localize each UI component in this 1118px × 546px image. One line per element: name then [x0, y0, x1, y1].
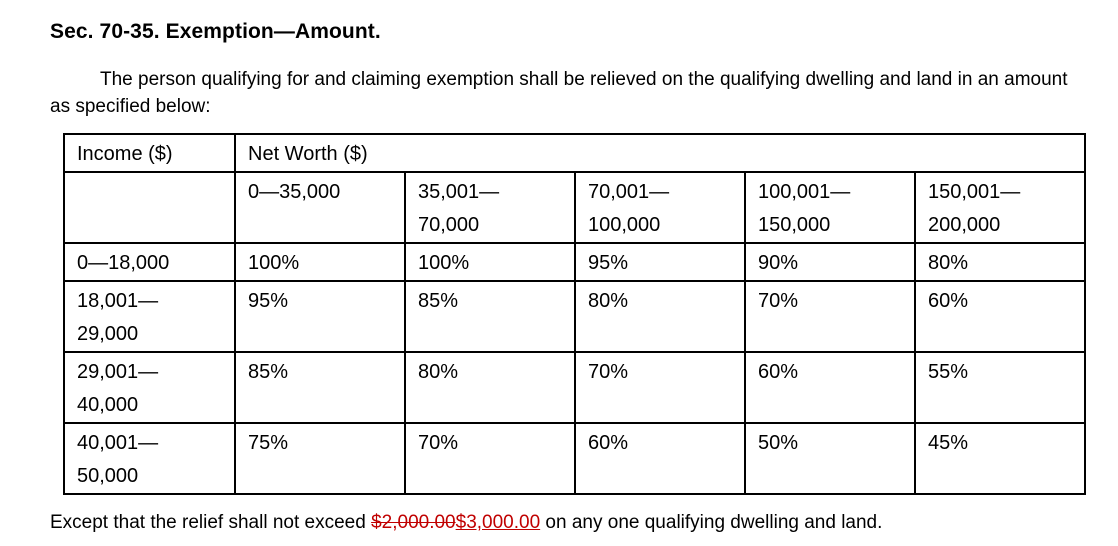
range-line: 70,001—: [588, 181, 670, 203]
percent-cell: 80%: [405, 352, 575, 423]
income-range: [64, 281, 235, 352]
net-worth-header: Net Worth ($): [235, 134, 1085, 172]
range-line: 50,000: [77, 465, 139, 487]
relief-limit-note: [50, 512, 882, 534]
table-header-row: [64, 134, 1085, 172]
percent-cell: 60%: [915, 281, 1085, 352]
percent-cell: 60%: [575, 423, 745, 494]
net-worth-range: [575, 172, 745, 243]
range-line: 0—18,000: [77, 252, 170, 274]
range-line: 18,001—: [77, 290, 159, 312]
net-worth-range: [405, 172, 575, 243]
range-line: 200,000: [928, 214, 1001, 236]
percent-cell: 45%: [915, 423, 1085, 494]
percent-cell: 55%: [915, 352, 1085, 423]
section-heading: Sec. 70-35. Exemption—Amount.: [50, 20, 381, 43]
percent-cell: 70%: [575, 352, 745, 423]
net-worth-ranges-row: [64, 172, 1085, 243]
percent-cell: 60%: [745, 352, 915, 423]
percent-cell: 70%: [405, 423, 575, 494]
range-line: 150,000: [758, 214, 831, 236]
percent-cell: 80%: [915, 243, 1085, 281]
table-row: [64, 423, 1085, 494]
percent-cell: 70%: [745, 281, 915, 352]
percent-cell: 95%: [235, 281, 405, 352]
table-row: [64, 243, 1085, 281]
net-worth-range: [235, 172, 405, 243]
range-line: 29,000: [77, 323, 139, 345]
range-line: 100,001—: [758, 181, 851, 203]
income-range: [64, 423, 235, 494]
intro-paragraph: The person qualifying for and claiming exemption shall be relieved on the qualifying dwelling and land in an amount as specified below:: [50, 69, 1068, 117]
range-line: 29,001—: [77, 361, 159, 383]
percent-cell: 85%: [235, 352, 405, 423]
range-line: 150,001—: [928, 181, 1021, 203]
percent-cell: 90%: [745, 243, 915, 281]
deleted-amount: $2,000.00: [371, 512, 456, 533]
range-line: 40,000: [77, 394, 139, 416]
range-line: 35,001—: [418, 181, 500, 203]
table-row: [64, 281, 1085, 352]
range-line: 40,001—: [77, 432, 159, 454]
table-row: [64, 352, 1085, 423]
empty-corner-cell: [64, 172, 235, 243]
percent-cell: 100%: [405, 243, 575, 281]
income-range: [64, 352, 235, 423]
net-worth-range: [915, 172, 1085, 243]
percent-cell: 100%: [235, 243, 405, 281]
exemption-table: [63, 133, 1086, 495]
range-line: 70,000: [418, 214, 480, 236]
percent-cell: 75%: [235, 423, 405, 494]
note-text-after: on any one qualifying dwelling and land.: [540, 512, 883, 533]
percent-cell: 80%: [575, 281, 745, 352]
percent-cell: 95%: [575, 243, 745, 281]
range-line: 100,000: [588, 214, 661, 236]
percent-cell: 85%: [405, 281, 575, 352]
range-line: 0—35,000: [248, 181, 341, 203]
net-worth-range: [745, 172, 915, 243]
percent-cell: 50%: [745, 423, 915, 494]
income-header: Income ($): [64, 134, 235, 172]
income-range: [64, 243, 235, 281]
inserted-amount: $3,000.00: [455, 512, 541, 533]
note-text-before: Except that the relief shall not exceed: [50, 512, 372, 533]
